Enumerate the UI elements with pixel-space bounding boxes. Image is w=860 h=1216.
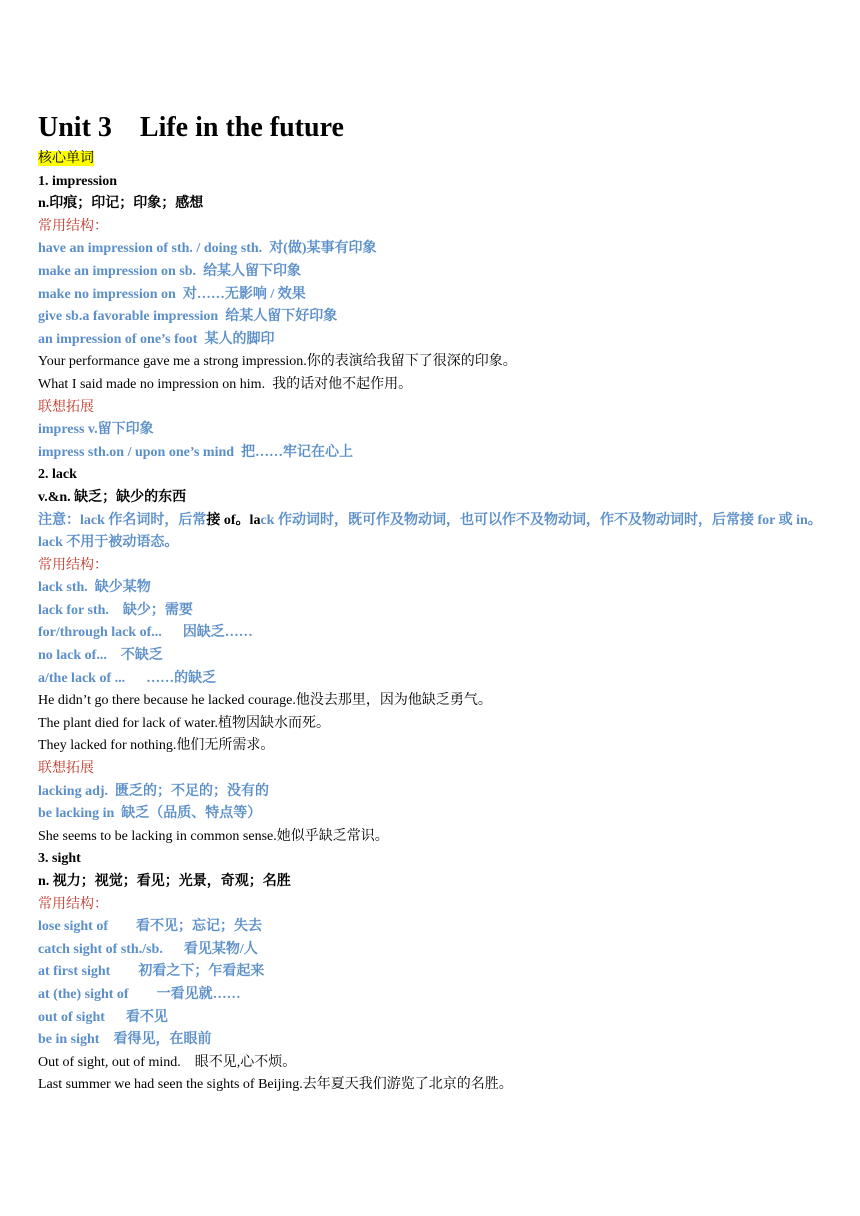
phrase-en: at (the) sight of (38, 986, 129, 1002)
section-label (38, 148, 838, 171)
extension-line (38, 803, 838, 826)
usage-note-part: 接 of。la (206, 512, 261, 528)
phrase-en: an impression of one’s foot (38, 331, 198, 347)
extension-en: impress v.留下印象 (38, 422, 154, 438)
phrase-en: lack for sth. (38, 602, 109, 618)
entry-pos: n.印痕；印记；印象；感想 (38, 196, 204, 212)
example-sentence: He didn’t go there because he lacked courage.他没去那里，因为他缺乏勇气。 (38, 693, 492, 709)
phrase-line (38, 984, 838, 1007)
usage-note (38, 510, 838, 555)
extension-zh: 把……牢记在心上 (241, 444, 354, 460)
structure-label: 常用结构： (38, 896, 108, 912)
phrase-zh: 看不见 (125, 1009, 168, 1025)
phrase-en: catch sight of sth./sb. (38, 941, 163, 957)
phrase-line (38, 939, 838, 962)
extension-en: be lacking in (38, 806, 115, 822)
phrase-en: lack sth. (38, 580, 88, 596)
phrase-en: for/through lack of... (38, 625, 162, 641)
phrase-zh: 不缺乏 (120, 648, 163, 664)
phrase-en: at first sight (38, 964, 111, 980)
document-page (38, 108, 838, 1097)
structure-label: 常用结构： (38, 557, 108, 573)
phrase-line (38, 668, 838, 691)
usage-note-part: ck 作动词时，既可作及物动词，也可以作不及物动词，作不及物动词时，后常接 for 或 in。lack 不用于被动语态。 (38, 512, 822, 551)
phrase-en: have an impression of sth. / doing sth. (38, 241, 263, 257)
phrase-zh: 一看见就…… (156, 986, 241, 1002)
phrase-line (38, 645, 838, 668)
extension-en: lacking adj. (38, 783, 109, 799)
example-sentence: What I said made no impression on him. 我的话对他不起作用。 (38, 376, 413, 392)
phrase-zh: 看不见；忘记；失去 (136, 919, 262, 935)
phrase-line (38, 961, 838, 984)
entry-heading: 3. sight (38, 851, 81, 867)
phrase-zh: 某人的脚印 (204, 331, 275, 347)
phrase-line (38, 1007, 838, 1030)
phrase-zh: 给某人留下印象 (203, 263, 302, 279)
phrase-zh: 初看之下；乍看起来 (138, 964, 265, 980)
example-sentence: Out of sight, out of mind. 眼不见,心不烦。 (38, 1054, 297, 1070)
extension-line (38, 442, 838, 465)
page-title: Unit 3 Life in the future (38, 112, 344, 143)
phrase-zh: 看见某物/人 (183, 941, 258, 957)
phrase-line (38, 1029, 838, 1052)
phrase-zh: 缺少；需要 (122, 602, 193, 618)
extension-label: 联想拓展 (38, 399, 94, 415)
extension-zh: 缺乏（品质、特点等） (121, 806, 262, 822)
phrase-line (38, 622, 838, 645)
phrase-en: make an impression on sb. (38, 263, 197, 279)
phrase-zh: 给某人留下好印象 (225, 309, 338, 325)
phrase-zh: 看得见，在眼前 (113, 1032, 212, 1048)
phrase-en: lose sight of (38, 919, 108, 935)
entry-heading: 1. impression (38, 173, 118, 189)
phrase-zh: 对……无影响 / 效果 (182, 286, 306, 302)
phrase-line (38, 577, 838, 600)
phrase-zh: 缺少某物 (94, 580, 151, 596)
structure-label: 常用结构： (38, 218, 108, 234)
phrase-en: make no impression on (38, 286, 176, 302)
phrase-zh: ……的缺乏 (146, 670, 217, 686)
phrase-line (38, 306, 838, 329)
section-label-text: 核心单词 (38, 151, 94, 166)
example-sentence: Your performance gave me a strong impression.你的表演给我留下了很深的印象。 (38, 354, 517, 370)
example-sentence: The plant died for lack of water.植物因缺水而死。 (38, 715, 330, 731)
phrase-en: out of sight (38, 1009, 105, 1025)
phrase-zh: 因缺乏…… (182, 625, 253, 641)
phrase-en: a/the lack of ... (38, 670, 126, 686)
example-sentence: They lacked for nothing.他们无所需求。 (38, 738, 275, 754)
example-sentence: She seems to be lacking in common sense.她似乎缺乏常识。 (38, 828, 389, 844)
phrase-line (38, 600, 838, 623)
extension-line (38, 419, 838, 442)
phrase-en: be in sight (38, 1032, 100, 1048)
phrase-line (38, 329, 838, 352)
phrase-zh: 对(做)某事有印象 (269, 241, 377, 257)
extension-line (38, 781, 838, 804)
example-sentence: Last summer we had seen the sights of Beijing.去年夏天我们游览了北京的名胜。 (38, 1077, 513, 1093)
entry-pos: n. 视力；视觉；看见；光景，奇观；名胜 (38, 874, 291, 889)
phrase-line (38, 284, 838, 307)
entry-heading: 2. lack (38, 467, 77, 483)
phrase-line (38, 916, 838, 939)
phrase-en: give sb.a favorable impression (38, 309, 219, 325)
usage-note-part: 注意：lack 作名词时，后常 (38, 512, 207, 528)
phrase-en: no lack of... (38, 648, 107, 664)
phrase-line (38, 238, 838, 261)
extension-zh: 匮乏的；不足的；没有的 (115, 783, 270, 799)
phrase-line (38, 261, 838, 284)
extension-label: 联想拓展 (38, 761, 94, 777)
extension-en: impress sth.on / upon one’s mind (38, 444, 235, 460)
entry-pos: v.&n. 缺乏；缺少的东西 (38, 489, 187, 505)
